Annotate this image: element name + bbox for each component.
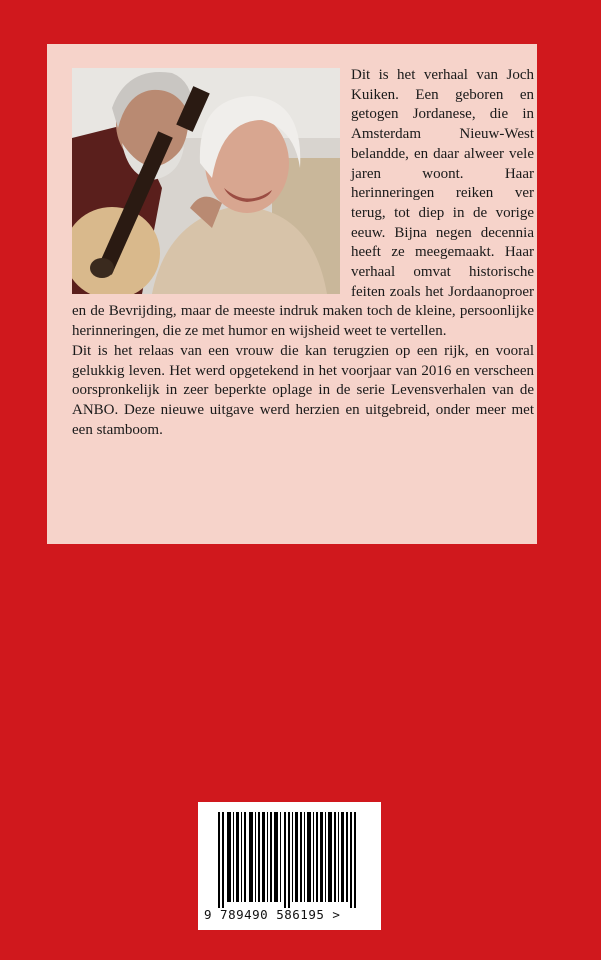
isbn-number: 9 789490 586195 > <box>204 907 341 922</box>
blurb-panel <box>47 44 537 544</box>
blurb-text <box>72 66 534 440</box>
barcode <box>198 802 381 930</box>
barcode-bars <box>198 802 381 908</box>
photo-spacer <box>72 66 340 293</box>
blurb-paragraph-2: Dit is het relaas van een vrouw die kan terugzien op een rijk, en vooral gelukkig leven. Het werd opgetekend in het voorjaar van 2016 en verscheen oorspronkelijk in zeer beperkte oplage in de serie Levensverhalen van de ANBO. Deze nieuwe uitgave werd herzien en uitgebreid, onder meer met een stamboom. <box>72 342 534 438</box>
blurb-paragraph-1: Dit is het verhaal van Joch Kuiken. Een geboren en getogen Jordanese, die in Amsterdam Nieuw-West belandde, en daar alweer vele jaren woont. Haar herinneringen reiken ver terug, tot diep in de vorige eeuw. Bijna negen decennia heeft ze meegemaakt. Haar verhaal omvat historische feiten zoals het Jordaanoproer en de Bevrijding, maar de meeste indruk maken toch de kleine, persoonlijke herinneringen, die ze met humor en wijsheid weet te vertellen. <box>72 67 534 340</box>
